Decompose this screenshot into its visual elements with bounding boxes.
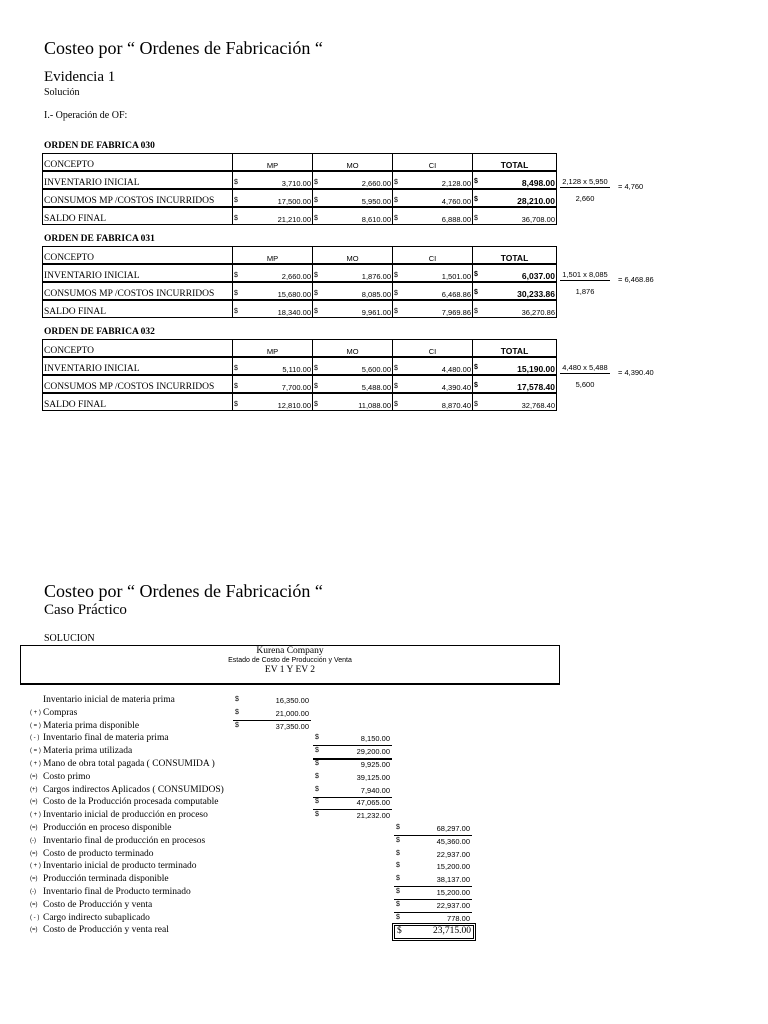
statement-label: Mano de obra total pagada ( CONSUMIDA ) xyxy=(43,759,215,769)
concept-cell: SALDO FINAL xyxy=(43,300,233,318)
mo-cell: $ 9,961.00 xyxy=(313,300,393,318)
ci-cell: $ 1,501.00 xyxy=(393,264,473,282)
statement-label: Producción terminada disponible xyxy=(43,874,169,885)
concept-cell: SALDO FINAL xyxy=(43,393,233,411)
mp-cell: $ 17,500.00 xyxy=(233,189,313,207)
statement-label: Compras xyxy=(43,707,78,718)
calc-result: = 4,390.40 xyxy=(618,368,654,377)
statement-label: Costo de producto terminado xyxy=(43,848,154,859)
header-mp: MP xyxy=(233,154,313,172)
statement-label: Costo de Producción y venta real xyxy=(43,925,169,936)
amount-cell: $ 7,940.00 xyxy=(313,785,392,798)
company-name: Kurena Company xyxy=(256,646,324,656)
calc-denominator: 2,660 xyxy=(575,194,595,203)
header-mo: MO xyxy=(313,154,393,172)
mo-cell: $ 5,950.00 xyxy=(313,189,393,207)
amount-cell: $ 21,000.00 xyxy=(233,708,311,721)
mp-cell: $ 15,680.00 xyxy=(233,282,313,300)
operation-label: I.- Operación de OF: xyxy=(44,110,128,121)
header-total: TOTAL xyxy=(473,154,557,172)
header-concepto: CONCEPTO xyxy=(43,154,233,172)
order-table xyxy=(42,246,557,318)
table-row xyxy=(43,357,557,375)
amount-cell: $ 38,137.00 xyxy=(394,874,472,887)
order-table xyxy=(42,153,557,225)
statement-row xyxy=(30,810,480,822)
header-total: TOTAL xyxy=(473,247,557,265)
table-row xyxy=(43,189,557,207)
total-cell: $ 17,578.40 xyxy=(473,375,557,393)
operator-sign: (-) xyxy=(30,889,36,895)
amount-cell: $ 15,200.00 xyxy=(396,862,470,872)
mp-cell: $ 2,660.00 xyxy=(233,264,313,282)
solution-label: Solución xyxy=(44,87,80,98)
operator-sign: (=) xyxy=(30,901,38,908)
header-mp: MP xyxy=(233,340,313,358)
operator-sign: ( - ) xyxy=(30,914,40,921)
total-cell: $ 28,210.00 xyxy=(473,189,557,207)
amount-cell: $ 39,125.00 xyxy=(315,772,390,782)
ci-cell: $ 8,870.40 xyxy=(393,393,473,411)
amount-cell: $ 37,350.00 xyxy=(235,721,309,731)
mo-cell: $ 8,085.00 xyxy=(313,282,393,300)
amount-cell: $ 23,715.00 xyxy=(394,925,474,939)
table-row xyxy=(43,264,557,282)
statement-label: Cargos indirectos Aplicados ( CONSUMIDOS) xyxy=(43,784,224,795)
mo-cell: $ 11,088.00 xyxy=(313,393,393,411)
table-row xyxy=(43,207,557,225)
statement-label: Materia prima disponible xyxy=(43,720,140,731)
case-title: Costeo por “ Ordenes de Fabricación “ xyxy=(44,581,323,601)
ci-cell: $ 4,480.00 xyxy=(393,357,473,375)
operator-sign: ( + ) xyxy=(30,812,41,819)
statement-label: Inventario inicial de materia prima xyxy=(43,695,175,705)
ci-cell: $ 6,888.00 xyxy=(393,207,473,225)
order-title: ORDEN DE FABRICA 032 xyxy=(44,327,155,337)
total-cell: $ 15,190.00 xyxy=(473,357,557,375)
mo-cell: $ 2,660.00 xyxy=(313,171,393,189)
header-concepto: CONCEPTO xyxy=(43,340,233,358)
operator-sign: ( + ) xyxy=(30,709,41,716)
statement-label: Inventario final de materia prima xyxy=(43,733,169,744)
header-ci: CI xyxy=(393,154,473,172)
concept-cell: CONSUMOS MP /COSTOS INCURRIDOS xyxy=(43,189,233,207)
concept-cell: CONSUMOS MP /COSTOS INCURRIDOS xyxy=(43,375,233,393)
operator-sign: ( + ) xyxy=(30,863,41,870)
mo-cell: $ 5,488.00 xyxy=(313,375,393,393)
page-subtitle: Evidencia 1 xyxy=(44,69,116,85)
ci-cell: $ 6,468.86 xyxy=(393,282,473,300)
statement-label: Costo de Producción y venta xyxy=(43,899,153,910)
amount-cell: $ 29,200.00 xyxy=(313,746,392,760)
statement-row xyxy=(30,746,480,758)
ci-cell: $ 4,390.40 xyxy=(393,375,473,393)
mp-cell: $ 12,810.00 xyxy=(233,393,313,411)
total-cell: $ 8,498.00 xyxy=(473,171,557,189)
solucion-label: SOLUCION xyxy=(44,633,95,644)
statement-row xyxy=(30,733,480,745)
page-title: Costeo por “ Ordenes de Fabricación “ xyxy=(44,38,323,58)
concept-cell: SALDO FINAL xyxy=(43,207,233,225)
order-title: ORDEN DE FABRICA 030 xyxy=(44,141,155,151)
operator-sign: (=) xyxy=(30,825,38,831)
operator-sign: ( = ) xyxy=(30,722,41,729)
operator-sign: (+) xyxy=(30,786,38,793)
amount-cell: $ 45,360.00 xyxy=(396,836,470,846)
operator-sign: ( = ) xyxy=(30,748,41,755)
operator-sign: (=) xyxy=(30,876,38,883)
table-row xyxy=(43,375,557,393)
case-subtitle: Caso Práctico xyxy=(44,602,127,618)
mo-cell: $ 5,600.00 xyxy=(313,357,393,375)
mp-cell: $ 21,210.00 xyxy=(233,207,313,225)
table-row xyxy=(43,171,557,189)
amount-cell: $ 15,200.00 xyxy=(394,887,472,900)
statement-label: Costo primo xyxy=(43,771,91,782)
ci-cell: $ 4,760.00 xyxy=(393,189,473,207)
order-title: ORDEN DE FABRICA 031 xyxy=(44,234,155,244)
header-ci: CI xyxy=(393,247,473,265)
concept-cell: CONSUMOS MP /COSTOS INCURRIDOS xyxy=(43,282,233,300)
calc-numerator: 1,501 x 8,085 xyxy=(560,270,610,281)
total-cell: $ 36,270.86 xyxy=(473,300,557,318)
mo-cell: $ 1,876.00 xyxy=(313,264,393,282)
amount-cell: $ 778.00 xyxy=(394,913,472,926)
statement-title: Estado de Costo de Producción y Venta xyxy=(228,657,352,664)
header-concepto: CONCEPTO xyxy=(43,247,233,265)
calc-numerator: 2,128 x 5,950 xyxy=(560,177,610,188)
total-cell: $ 36,708.00 xyxy=(473,207,557,225)
amount-cell: $ 47,065.00 xyxy=(313,797,392,810)
total-cell: $ 6,037.00 xyxy=(473,264,557,282)
amount-cell: $ 8,150.00 xyxy=(313,733,392,746)
header-mp: MP xyxy=(233,247,313,265)
amount-cell: $ 22,937.00 xyxy=(396,849,470,859)
table-row xyxy=(43,282,557,300)
statement-label: Producción en proceso disponible xyxy=(43,823,172,833)
statement-label: Inventario final de producción en procesos xyxy=(43,835,206,846)
operator-sign: (=) xyxy=(30,773,38,780)
operator-sign: (-) xyxy=(30,837,36,844)
statement-row xyxy=(30,785,480,797)
mp-cell: $ 7,700.00 xyxy=(233,375,313,393)
calc-result: = 4,760 xyxy=(618,182,644,191)
ci-cell: $ 2,128.00 xyxy=(393,171,473,189)
header-mo: MO xyxy=(313,340,393,358)
mp-cell: $ 18,340.00 xyxy=(233,300,313,318)
concept-cell: INVENTARIO INICIAL xyxy=(43,357,233,375)
mp-cell: $ 3,710.00 xyxy=(233,171,313,189)
statement-row xyxy=(30,797,480,809)
statement-label: Inventario final de Producto terminado xyxy=(43,887,191,897)
statement-label: Costo de la Producción procesada computable xyxy=(43,797,219,808)
statement-label: Inventario inicial de producto terminado xyxy=(43,861,197,872)
table-row xyxy=(43,300,557,318)
calc-denominator: 5,600 xyxy=(575,380,595,389)
calc-denominator: 1,876 xyxy=(575,287,595,296)
statement-row xyxy=(30,772,480,784)
table-row xyxy=(43,393,557,411)
statement-label: Materia prima utilizada xyxy=(43,746,133,757)
header-total: TOTAL xyxy=(473,340,557,358)
concept-cell: INVENTARIO INICIAL xyxy=(43,264,233,282)
header-ci: CI xyxy=(393,340,473,358)
order-table xyxy=(42,339,557,411)
calc-result: = 6,468.86 xyxy=(618,275,654,284)
mp-cell: $ 5,110.00 xyxy=(233,357,313,375)
operator-sign: ( + ) xyxy=(30,761,41,767)
total-cell: $ 30,233.86 xyxy=(473,282,557,300)
ci-cell: $ 7,969.86 xyxy=(393,300,473,318)
amount-cell: $ 21,232.00 xyxy=(315,811,390,821)
calc-numerator: 4,480 x 5,488 xyxy=(560,363,610,374)
statement-row xyxy=(30,759,480,771)
statement-label: Inventario inicial de producción en proceso xyxy=(43,810,208,821)
amount-cell: $ 9,925.00 xyxy=(315,760,390,769)
operator-sign: ( - ) xyxy=(30,735,40,742)
header-mo: MO xyxy=(313,247,393,265)
concept-cell: INVENTARIO INICIAL xyxy=(43,171,233,189)
amount-cell: $ 16,350.00 xyxy=(235,696,309,705)
operator-sign: (=) xyxy=(30,850,38,857)
statement-period: EV 1 Y EV 2 xyxy=(264,665,316,675)
amount-cell: $ 22,937.00 xyxy=(394,900,472,913)
mo-cell: $ 8,610.00 xyxy=(313,207,393,225)
total-cell: $ 32,768.40 xyxy=(473,393,557,411)
amount-cell: $ 68,297.00 xyxy=(394,823,472,836)
statement-label: Cargo indirecto subaplicado xyxy=(43,912,150,923)
operator-sign: (=) xyxy=(30,799,38,806)
operator-sign: (=) xyxy=(30,927,38,934)
statement-header-box xyxy=(20,645,560,685)
